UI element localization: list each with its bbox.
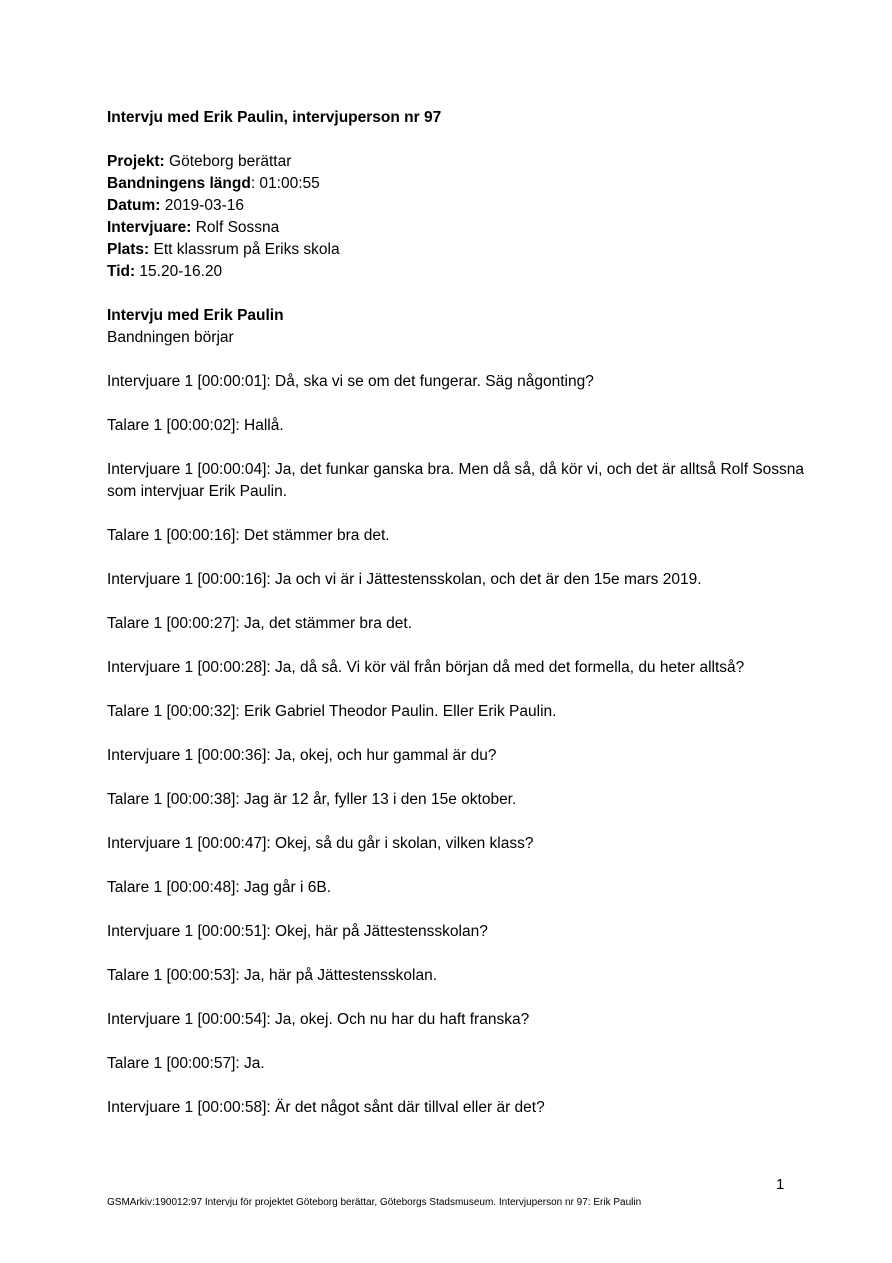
- metadata-date: [107, 195, 807, 217]
- metadata-place: [107, 239, 807, 261]
- metadata-block: [107, 151, 807, 283]
- metadata-value: 2019-03-16: [160, 197, 244, 214]
- metadata-key: Tid:: [107, 263, 136, 280]
- metadata-value: 15.20-16.20: [135, 263, 223, 280]
- metadata-project: [107, 151, 807, 173]
- transcript-turn: Talare 1 [00:00:27]: Ja, det stämmer bra det.: [107, 615, 412, 632]
- metadata-time: [107, 261, 807, 283]
- metadata-recording-length: [107, 173, 807, 195]
- metadata-key: Datum:: [107, 197, 161, 214]
- transcript-turn: Talare 1 [00:00:38]: Jag är 12 år, fyller 13 i den 15e oktober.: [107, 791, 517, 808]
- metadata-key: Intervjuare:: [107, 219, 192, 236]
- transcript-turn: Intervjuare 1 [00:00:28]: Ja, då så. Vi kör väl från början då med det formella, du heter alltså?: [107, 659, 745, 676]
- metadata-interviewer: [107, 217, 807, 239]
- metadata-value: Göteborg berättar: [164, 153, 292, 170]
- transcript: [107, 371, 807, 1119]
- metadata-value: Ett klassrum på Eriks skola: [149, 241, 340, 258]
- page-footer: GSMArkiv:190012:97 Intervju för projektet Göteborg berättar, Göteborgs Stadsmuseum. Intervjuperson nr 97: Erik Paulin: [107, 1197, 642, 1208]
- document-title: Intervju med Erik Paulin, intervjuperson nr 97: [107, 109, 442, 126]
- transcript-turn: Talare 1 [00:00:57]: Ja.: [107, 1055, 265, 1072]
- metadata-key: Plats:: [107, 241, 150, 258]
- page-number: 1: [776, 1176, 785, 1193]
- transcript-turn: Intervjuare 1 [00:00:36]: Ja, okej, och hur gammal är du?: [107, 747, 497, 764]
- document-body: [107, 107, 807, 1141]
- metadata-value: : 01:00:55: [250, 175, 320, 192]
- transcript-turn: Intervjuare 1 [00:00:58]: Är det något sånt där tillval eller är det?: [107, 1099, 545, 1116]
- transcript-turn: Talare 1 [00:00:32]: Erik Gabriel Theodor Paulin. Eller Erik Paulin.: [107, 703, 557, 720]
- transcript-turn: Talare 1 [00:00:53]: Ja, här på Jättestensskolan.: [107, 967, 438, 984]
- transcript-turn: Intervjuare 1 [00:00:04]: Ja, det funkar ganska bra. Men då så, då kör vi, och det är alltså Rolf Sossna som intervjuar Erik Paulin.: [107, 461, 805, 500]
- transcript-turn: Intervjuare 1 [00:00:01]: Då, ska vi se om det fungerar. Säg någonting?: [107, 373, 594, 390]
- metadata-value: Rolf Sossna: [191, 219, 280, 236]
- transcript-turn: Intervjuare 1 [00:00:16]: Ja och vi är i Jättestensskolan, och det är den 15e mars 2019.: [107, 571, 702, 588]
- metadata-key: Bandningens längd: [107, 175, 251, 192]
- section-heading: Intervju med Erik Paulin: [107, 307, 284, 324]
- transcript-turn: Intervjuare 1 [00:00:47]: Okej, så du går i skolan, vilken klass?: [107, 835, 534, 852]
- transcript-turn: Intervjuare 1 [00:00:54]: Ja, okej. Och nu har du haft franska?: [107, 1011, 530, 1028]
- transcript-turn: Talare 1 [00:00:48]: Jag går i 6B.: [107, 879, 332, 896]
- metadata-key: Projekt:: [107, 153, 165, 170]
- transcript-turn: Talare 1 [00:00:02]: Hallå.: [107, 417, 284, 434]
- section-subheading: Bandningen börjar: [107, 329, 234, 346]
- transcript-turn: Intervjuare 1 [00:00:51]: Okej, här på Jättestensskolan?: [107, 923, 488, 940]
- transcript-turn: Talare 1 [00:00:16]: Det stämmer bra det.: [107, 527, 390, 544]
